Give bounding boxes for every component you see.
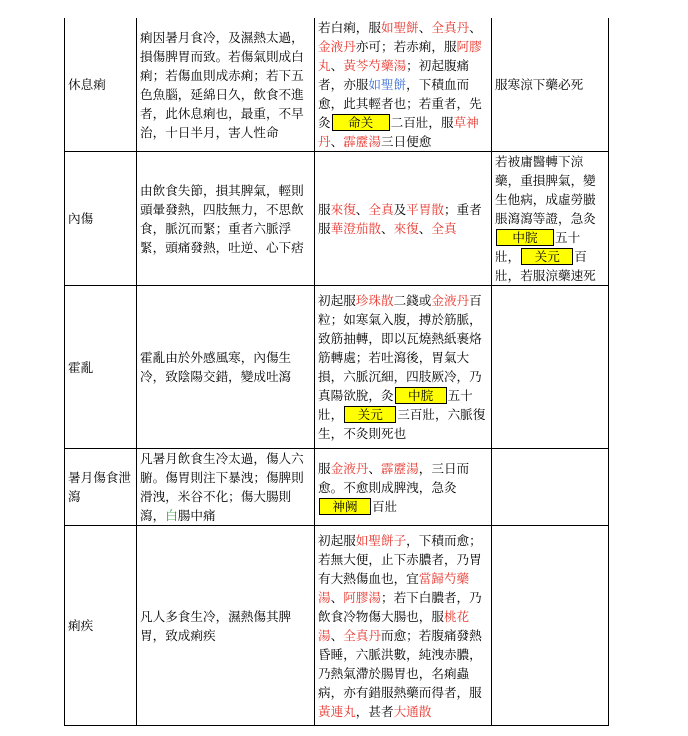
acupoint-label: 中脘 <box>395 387 447 404</box>
remedy-name: 全真丹 <box>431 20 470 35</box>
remedy-name: 全真丹 <box>343 627 381 643</box>
treatment-text: 、 <box>330 589 344 605</box>
treatment-text: 若白痢，服 <box>318 20 381 35</box>
treatment-text: 服 <box>318 201 331 217</box>
treatment-text: 服 <box>318 460 331 476</box>
treatment-cell <box>315 18 492 152</box>
condition-cause: 由飲食失節，損其脾氣，輕則頭暈發熱，四肢無力，不思飲食，脈沉而緊；重者六脈浮緊，頭痛發熱，吐逆、心下痞 <box>137 152 315 286</box>
treatment-text: 、 <box>330 627 344 643</box>
treatment-text: 初起服 <box>318 293 356 308</box>
remedy-name: 全真 <box>431 220 457 236</box>
note-text: 五十壯， <box>495 230 581 264</box>
remedy-name: 金液丹 <box>431 293 470 308</box>
remedy-name: 如聖餅 <box>380 20 419 35</box>
treatment-text: 、 <box>380 220 394 236</box>
remedy-name: 黃芩芍藥湯 <box>343 58 407 73</box>
cause-text: 白 <box>165 508 178 523</box>
treatment-text: 、 <box>418 220 432 236</box>
acupoint-label: 关元 <box>521 248 573 265</box>
treatment-text: 亦可；若赤痢，服 <box>355 39 457 54</box>
cause-text: 腸中痛 <box>177 508 216 523</box>
treatment-text: 、 <box>330 134 344 149</box>
treatment-text: ；初起腹痛者，亦服 <box>318 58 470 92</box>
treatment-text: ，三日而愈。不愈則成脾洩，急灸 <box>318 460 470 495</box>
treatment-text: 、 <box>355 201 369 217</box>
remedy-name: 霹靂湯 <box>343 134 381 149</box>
remedy-name: 金液丹 <box>330 460 369 476</box>
note-text: 若被庸醫轉下涼藥，重損脾氣，變生他病，成虛勞臌脹瀉瀉等證，急灸 <box>495 154 596 226</box>
remedy-name: 來復 <box>330 201 356 217</box>
treatment-text: 二百壯，服 <box>390 115 454 130</box>
condition-cause: 霍亂由於外感風寒，內傷生冷，致陰陽交錯，變成吐瀉 <box>137 286 315 449</box>
treatment-text: 、 <box>418 20 432 35</box>
acupoint-label: 关元 <box>344 406 396 423</box>
treatment-text: 而愈；若腹痛發熱昏睡，六脈洪數，純洩赤膿，乃熱氣滯於腸胃也，名痢蟲病，亦有錯服熱藥而得者，服 <box>318 627 482 700</box>
condition-name: 休息痢 <box>65 18 137 152</box>
condition-name: 內傷 <box>65 152 137 286</box>
treatment-text: 三日便愈 <box>380 134 432 149</box>
treatment-text: ；若下白膿者，乃飲食冷物傷大腸也，服 <box>318 589 482 624</box>
note-text: 百壯，若服涼藥速死 <box>495 249 596 283</box>
remedy-name: 珍珠散 <box>355 293 394 308</box>
remedy-name: 桃花湯 <box>318 608 470 643</box>
condition-note <box>492 449 609 526</box>
treatment-text: 初起服 <box>318 532 356 548</box>
treatment-cell <box>315 449 492 526</box>
treatment-text: 、 <box>368 460 381 476</box>
condition-cause: 痢因暑月食冷，及濕熱太過，損傷脾胃而致。若傷氣則成白痢；若傷血則成赤痢；若下五色魚腦，延綿日久，飲食不進者，此休息痢也，最重，不早治，十日半月，害人性命 <box>137 18 315 152</box>
remedy-name: 草神丹 <box>318 115 479 149</box>
treatment-cell <box>315 526 492 726</box>
treatment-text: 及 <box>393 201 407 217</box>
remedy-name: 全真 <box>368 201 394 217</box>
treatment-text: 、 <box>330 58 344 73</box>
condition-note: 服寒涼下藥必死 <box>492 18 609 152</box>
treatment-text: 五十壯， <box>318 388 473 422</box>
condition-note <box>492 152 609 286</box>
table-row <box>65 152 609 286</box>
treatment-text: 百粒；如寒氣入腹，搏於筋脈，致筋抽轉，即以瓦燒熱紙裹烙筋轉處；若吐瀉後，胃氣大損，六脈沉細，四肢厥冷，乃真陽欲脫，灸 <box>318 293 482 403</box>
remedy-name: 大通散 <box>393 703 432 719</box>
remedy-name: 華澄茄散 <box>330 220 381 236</box>
treatment-text: 二錢或 <box>393 293 432 308</box>
remedy-name: 霹靂湯 <box>380 460 419 476</box>
remedy-name: 金液丹 <box>318 39 356 54</box>
acupoint-label: 神阙 <box>319 498 371 515</box>
acupoint-label: 中脘 <box>496 229 554 246</box>
table-row <box>65 449 609 526</box>
remedy-name: 如聖餅子 <box>355 532 407 548</box>
treatment-text: 三百壯，六脈復生，不灸則死也 <box>318 407 486 441</box>
remedy-name: 平胃散 <box>406 201 444 217</box>
table-row <box>65 526 609 726</box>
condition-cause <box>137 449 315 526</box>
treatment-text: ，下積血而愈，此其輕者也；若重者，先灸 <box>318 77 482 130</box>
acupoint-label: 命关 <box>332 114 390 131</box>
table-row <box>65 286 609 449</box>
remedy-name: 來復 <box>393 220 419 236</box>
remedy-name: 如聖餅 <box>368 77 407 92</box>
condition-cause: 凡人多食生冷，濕熱傷其脾胃，致成痢疾 <box>137 526 315 726</box>
remedy-name: 阿膠湯 <box>343 589 381 605</box>
treatment-text: ，下積而愈；若無大便，止下赤膿者，乃胃有大熱傷血也，宜 <box>318 532 482 586</box>
treatment-text: 百壯 <box>372 498 398 514</box>
remedy-name: 阿膠丸 <box>318 39 482 73</box>
treatment-text: ，甚者 <box>355 703 394 719</box>
treatment-cell <box>315 286 492 449</box>
treatment-text: ；重者服 <box>318 201 482 236</box>
cause-text: 凡暑月飲食生冷太過，傷人六腑。傷胃則注下暴洩；傷脾則滑洩，米谷不化；傷大腸則瀉， <box>140 451 304 523</box>
condition-name: 痢疾 <box>65 526 137 726</box>
condition-name: 霍亂 <box>65 286 137 449</box>
treatment-cell <box>315 152 492 286</box>
condition-name: 暑月傷食泄瀉 <box>65 449 137 526</box>
remedy-name: 黃連丸 <box>318 703 356 719</box>
remedy-name: 當歸芍藥湯 <box>318 570 470 605</box>
remedy-table <box>64 18 609 726</box>
condition-note <box>492 526 609 726</box>
condition-note <box>492 286 609 449</box>
table-row <box>65 18 609 152</box>
treatment-text: 、 <box>469 20 482 35</box>
